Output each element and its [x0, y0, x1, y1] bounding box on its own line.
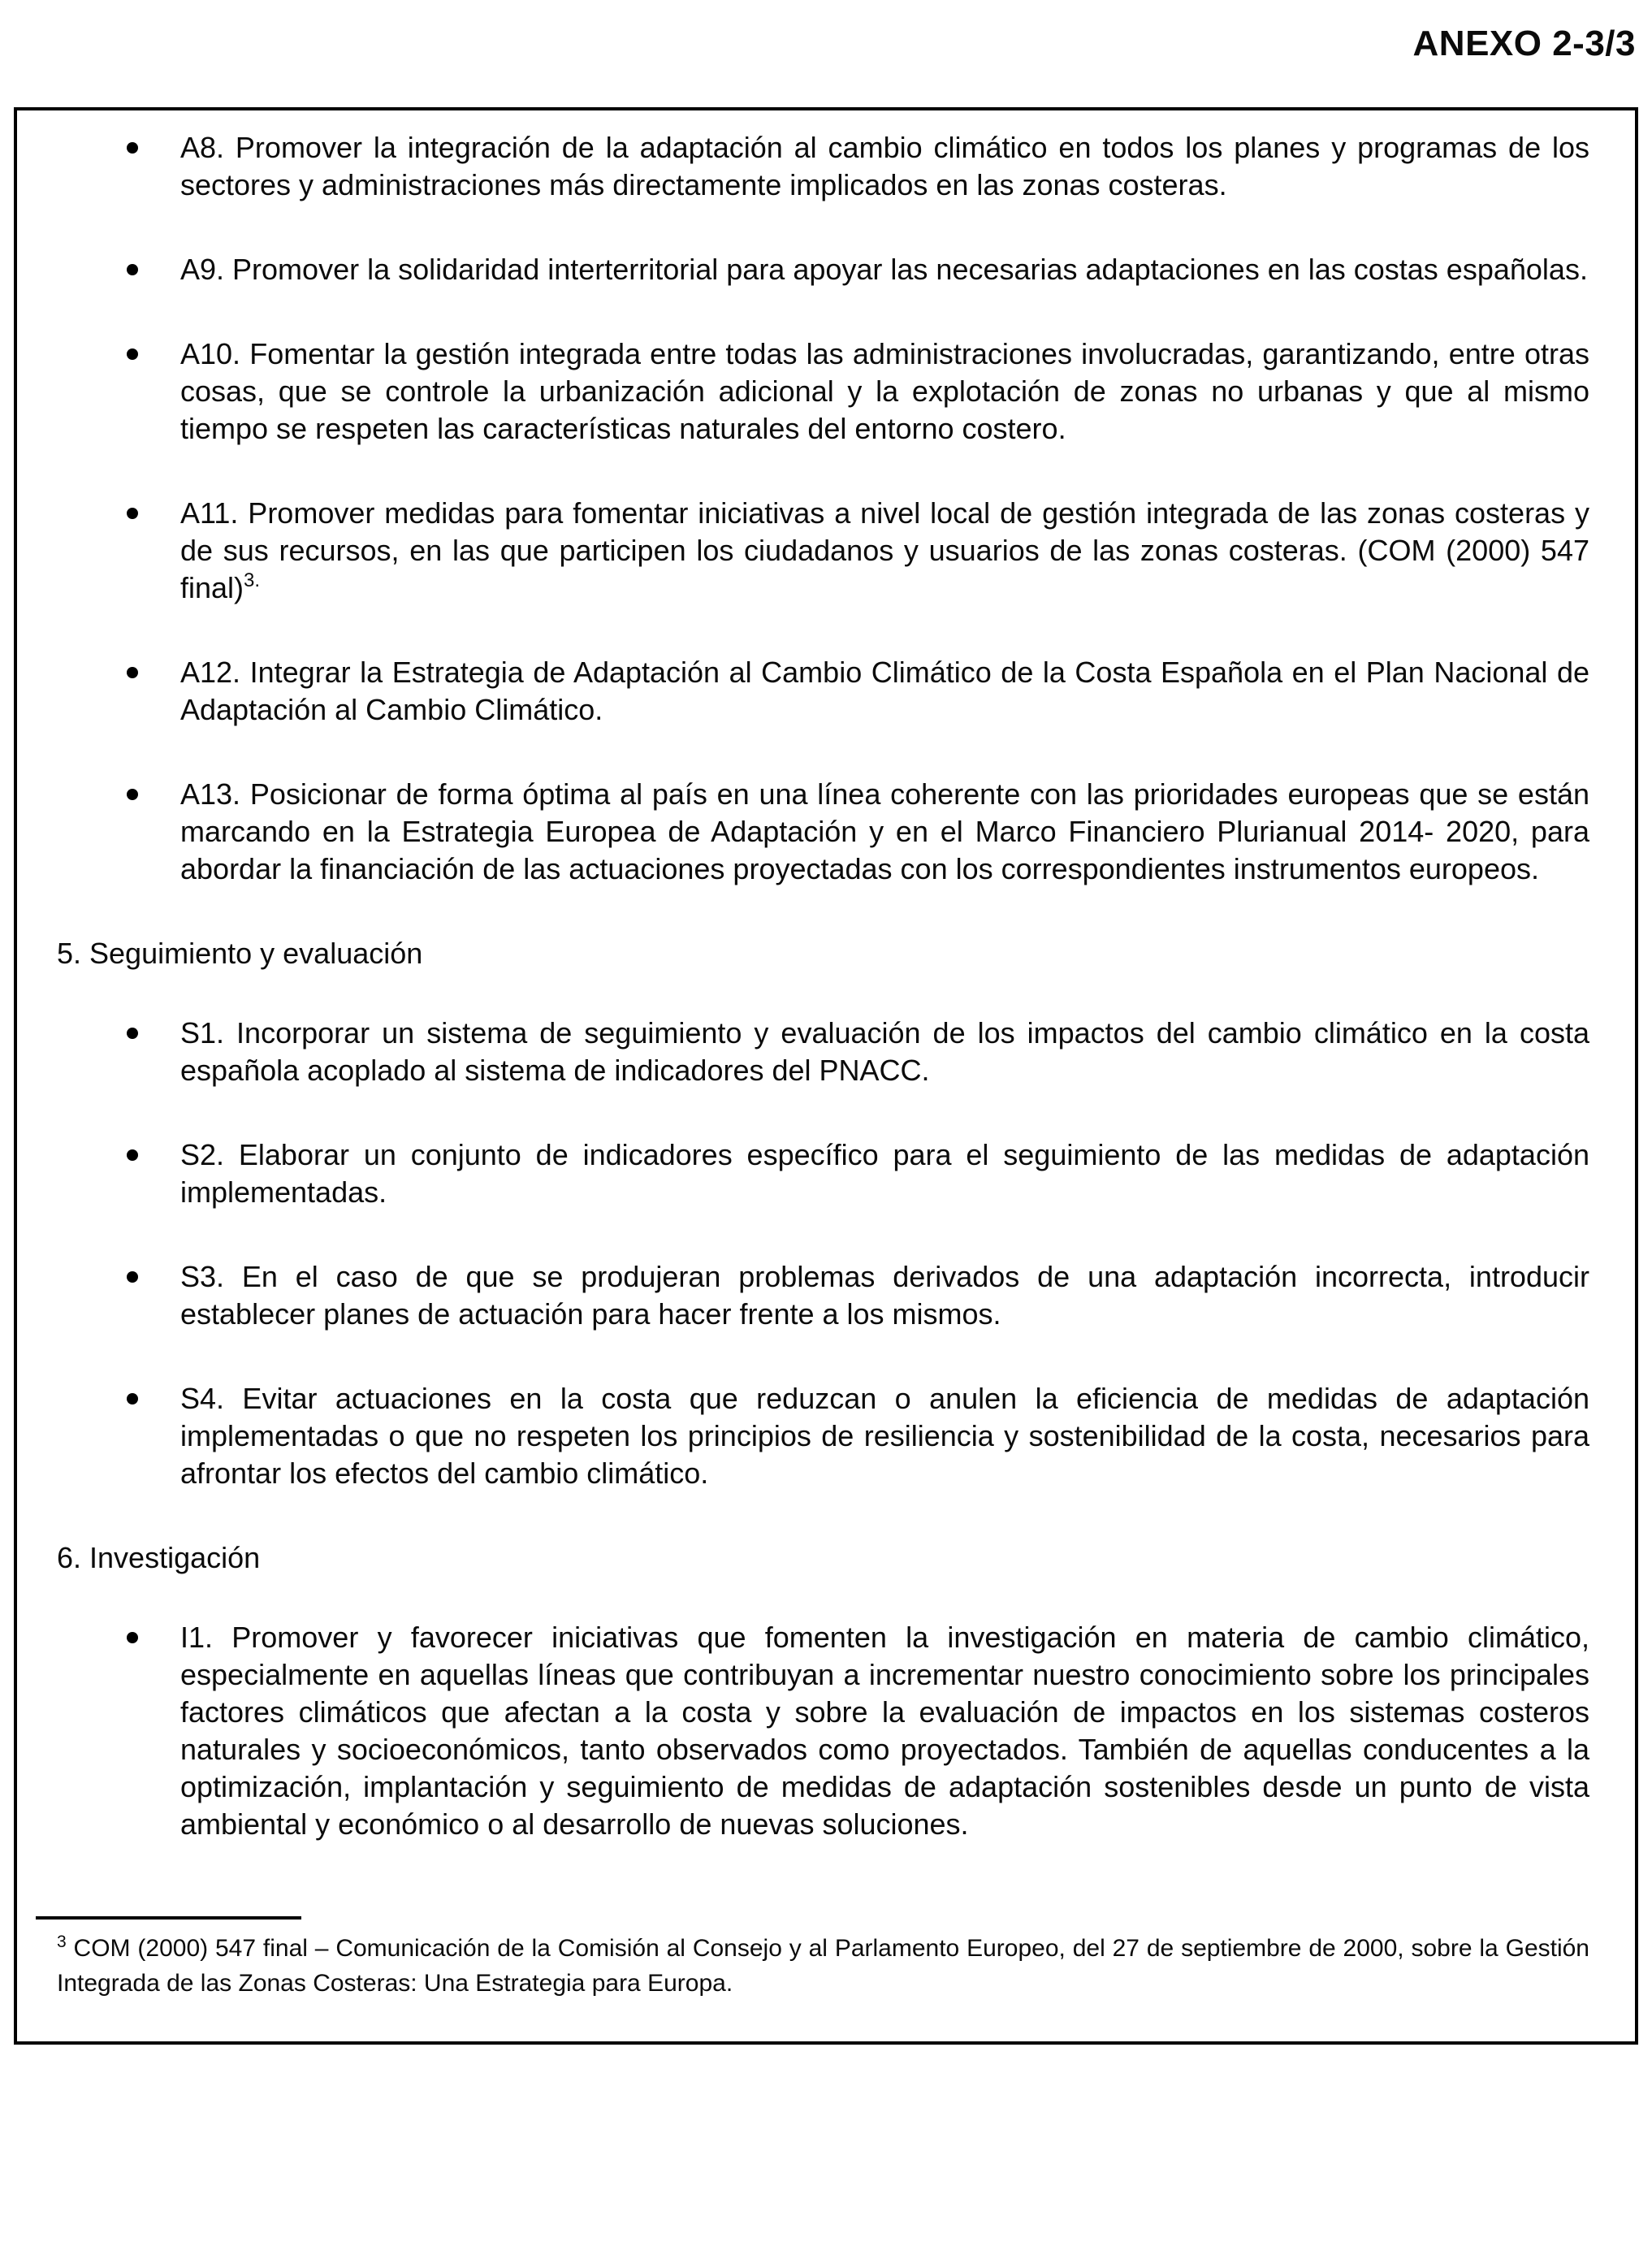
- adaptation-bullet-list: [57, 129, 1589, 888]
- bullet-icon: [127, 348, 138, 360]
- bullet-text: S4. Evitar actuaciones en la costa que reduzcan o anulen la eficiencia de medidas de adaptación implementadas o que no respeten los principios de resiliencia y sostenibilidad de la costa, necesarios para afrontar los efectos del cambio climático.: [180, 1382, 1589, 1491]
- seguimiento-bullet-list: [57, 1015, 1589, 1492]
- bullet-item-i1: [57, 1619, 1589, 1843]
- annex-label: ANEXO 2-3/3: [1412, 24, 1636, 63]
- document-frame: [14, 107, 1638, 2045]
- footnote-marker: 3: [57, 1933, 67, 1952]
- bullet-text: A10. Fomentar la gestión integrada entre todas las administraciones involucradas, garantizando, entre otras cosas, que se controle la urbanización adicional y la explotación de zonas no urbanas y que al mismo tiempo se respeten las características naturales del entorno costero.: [180, 337, 1589, 446]
- document-content: [17, 110, 1635, 2041]
- bullet-item-s4: [57, 1380, 1589, 1492]
- section-heading-seguimiento: 5. Seguimiento y evaluación: [57, 937, 423, 971]
- bullet-icon: [127, 1149, 138, 1161]
- bullet-icon: [127, 667, 138, 678]
- bullet-item-s1: [57, 1015, 1589, 1089]
- footnote-reference: 3.: [244, 569, 261, 592]
- bullet-item-a9: [57, 251, 1589, 288]
- bullet-text: A13. Posicionar de forma óptima al país en una línea coherente con las prioridades europeas que se están marcando en la Estrategia Europea de Adaptación y en el Marco Financiero Plurianual 2014- 2020, para abordar la financiación de las actuaciones proyectadas con los correspondientes instrumentos europeos.: [180, 777, 1589, 886]
- bullet-text: A11. Promover medidas para fomentar iniciativas a nivel local de gestión integrada de las zonas costeras y de sus recursos, en las que participen los ciudadanos y usuarios de las zonas costeras. (COM (2000) 547 final): [180, 496, 1589, 605]
- bullet-item-a11: [57, 495, 1589, 607]
- bullet-icon: [127, 1028, 138, 1039]
- bullet-icon: [127, 1632, 138, 1643]
- bullet-item-a12: [57, 654, 1589, 729]
- bullet-item-a10: [57, 335, 1589, 448]
- bullet-text: S1. Incorporar un sistema de seguimiento y evaluación de los impactos del cambio climático en la costa española acoplado al sistema de indicadores del PNACC.: [180, 1016, 1589, 1088]
- bullet-text: I1. Promover y favorecer iniciativas que fomenten la investigación en materia de cambio climático, especialmente en aquellas líneas que contribuyan a incrementar nuestro conocimiento sobre los principales factores climáticos que afectan a la costa y sobre la evaluación de impactos en los sistemas costeros naturales y socioeconómicos, tanto observados como proyectados. También de aquellas conducentes a la optimización, implantación y seguimiento de medidas de adaptación sostenibles desde un punto de vista ambiental y económico o al desarrollo de nuevas soluciones.: [180, 1621, 1589, 1842]
- footnote-body: COM (2000) 547 final – Comunicación de la Comisión al Consejo y al Parlamento Europeo, del 27 de septiembre de 2000, sobre la Gestión Integrada de las Zonas Costeras: Una Estrategia para Europa.: [57, 1935, 1589, 1997]
- bullet-icon: [127, 1393, 138, 1405]
- bullet-item-a13: [57, 776, 1589, 888]
- footnote-separator: [36, 1916, 301, 1920]
- bullet-text: A12. Integrar la Estrategia de Adaptación al Cambio Climático de la Costa Española en el Plan Nacional de Adaptación al Cambio Climático.: [180, 656, 1589, 727]
- bullet-item-s3: [57, 1258, 1589, 1333]
- bullet-icon: [127, 142, 138, 154]
- bullet-icon: [127, 789, 138, 800]
- bullet-text: S2. Elaborar un conjunto de indicadores específico para el seguimiento de las medidas de adaptación implementadas.: [180, 1138, 1589, 1210]
- bullet-text: A9. Promover la solidaridad interterritorial para apoyar las necesarias adaptaciones en las costas españolas.: [180, 253, 1588, 287]
- bullet-icon: [127, 1271, 138, 1283]
- section-heading-investigacion: 6. Investigación: [57, 1541, 261, 1575]
- bullet-icon: [127, 508, 138, 519]
- investigacion-bullet-list: [57, 1619, 1589, 1843]
- bullet-text: S3. En el caso de que se produjeran problemas derivados de una adaptación incorrecta, introducir establecer planes de actuación para hacer frente a los mismos.: [180, 1260, 1589, 1331]
- footnote: [57, 1916, 1589, 2001]
- footnote-text: [57, 1931, 1589, 2001]
- bullet-icon: [127, 264, 138, 275]
- bullet-item-a8: [57, 129, 1589, 204]
- bullet-text: A8. Promover la integración de la adaptación al cambio climático en todos los planes y programas de los sectores y administraciones más directamente implicados en las zonas costeras.: [180, 131, 1589, 202]
- bullet-item-s2: [57, 1136, 1589, 1211]
